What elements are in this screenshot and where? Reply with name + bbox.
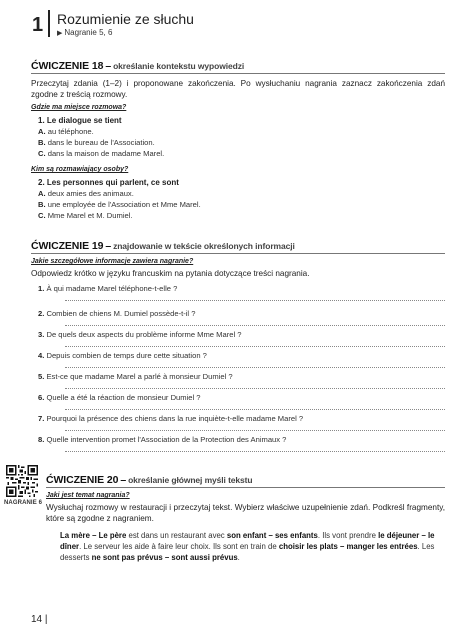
exercise-18-q1-option-a[interactable]: A. au téléphone. bbox=[38, 127, 94, 136]
play-icon: ▶ bbox=[57, 30, 63, 37]
exercise-20-description: określanie głównej myśli tekstu bbox=[128, 475, 253, 485]
exercise-18-rule bbox=[31, 73, 445, 74]
exercise-18-q2-option-b[interactable]: B. une employée de l'Association et Mme Marel. bbox=[38, 200, 201, 209]
exercise-18-q2-stem: 2. Les personnes qui parlent, ce sont bbox=[38, 178, 179, 187]
choice-parent[interactable]: La mère – Le père bbox=[60, 531, 127, 540]
page-number: 14 bbox=[31, 614, 43, 625]
exercise-18-dash: – bbox=[105, 60, 112, 72]
choice-meal[interactable]: le déjeuner – le dîner bbox=[60, 531, 435, 552]
exercise-20-paragraph: La mère – Le père est dans un restaurant avec son enfant – ses enfants. Ils vont prendre le déjeuner – le dîner. Le serveur les aide à faire leur choix. Ils sont en train de choisir les plats – manger les entrées. Les desserts ne sont pas prévus – sont aussi prévus. bbox=[60, 531, 435, 563]
exercise-19-label: Jakie szczegółowe informacje zawiera nagranie? bbox=[31, 258, 194, 265]
exercise-18-q2-label: Kim są rozmawiający osoby? bbox=[31, 166, 129, 173]
exercise-19-dash: – bbox=[105, 240, 112, 252]
exercise-19-instruction: Odpowiedz krótko w języku francuskim na pytania dotyczące treści nagrania. bbox=[31, 269, 310, 278]
answer-line-8[interactable] bbox=[65, 451, 445, 452]
recording-reference-text: Nagranie 5, 6 bbox=[64, 28, 113, 37]
exercise-18-q1-option-c[interactable]: C. dans la maison de madame Marel. bbox=[38, 149, 165, 158]
answer-line-1[interactable] bbox=[65, 300, 445, 301]
answer-line-4[interactable] bbox=[65, 367, 445, 368]
exercise-19-rule bbox=[31, 253, 445, 254]
exercise-19-heading: ĆWICZENIE 19 bbox=[31, 240, 104, 252]
unit-number: 1 bbox=[32, 14, 44, 36]
exercise-19-description: znajdowanie w tekście określonych informacji bbox=[113, 241, 295, 251]
exercise-18-q1-label: Gdzie ma miejsce rozmowa? bbox=[31, 104, 127, 111]
exercise-18-q1-option-b[interactable]: B. dans le bureau de l'Association. bbox=[38, 138, 155, 147]
page-footer bbox=[31, 614, 48, 625]
header-divider bbox=[48, 10, 50, 37]
exercise-18-title bbox=[31, 60, 244, 72]
choice-desserts[interactable]: ne sont pas prévus – sont aussi prévus bbox=[91, 553, 238, 563]
choice-action[interactable]: choisir les plats – manger les entrées bbox=[278, 542, 418, 552]
exercise-18-q1-stem: 1. Le dialogue se tient bbox=[38, 116, 122, 125]
exercise-18-heading: ĆWICZENIE 18 bbox=[31, 60, 104, 72]
exercise-19-question-5: 5. Est-ce que madame Marel a parlé à monsieur Dumiel ? bbox=[38, 372, 233, 381]
exercise-19-question-6: 6. Quelle a été la réaction de monsieur Dumiel ? bbox=[38, 393, 201, 402]
exercise-19-question-7: 7. Pourquoi la présence des chiens dans la rue inquiète-t-elle madame Marel ? bbox=[38, 414, 304, 423]
qr-code-icon[interactable] bbox=[6, 465, 38, 497]
answer-line-5[interactable] bbox=[65, 388, 445, 389]
exercise-19-title bbox=[31, 240, 295, 252]
footer-separator: | bbox=[44, 614, 48, 625]
exercise-20-dash: – bbox=[120, 474, 127, 486]
exercise-18-instruction: Przeczytaj zdania (1–2) i proponowane zakończenia. Po wysłuchaniu nagrania zaznacz zakończenia zdań zgodne z treścią rozmowy. bbox=[31, 79, 445, 100]
exercise-19-question-8: 8. Quelle intervention promet l'Association de la Protection des Animaux ? bbox=[38, 435, 287, 444]
recording-label: NAGRANIE 6 bbox=[4, 500, 43, 506]
choice-children[interactable]: son enfant – ses enfants bbox=[226, 531, 318, 540]
recording-reference bbox=[57, 28, 112, 37]
exercise-20-heading: ĆWICZENIE 20 bbox=[46, 474, 119, 486]
exercise-18-description: określanie kontekstu wypowiedzi bbox=[113, 61, 245, 71]
exercise-20-label: Jaki jest temat nagrania? bbox=[46, 492, 130, 499]
answer-line-7[interactable] bbox=[65, 430, 445, 431]
exercise-20-instruction: Wysłuchaj rozmowy w restauracji i przeczytaj tekst. Wybierz właściwe uzupełnienie zdań. Podkreśl fragmenty, które są zgodne z nagraniem. bbox=[46, 503, 445, 524]
exercise-20-title bbox=[46, 474, 253, 486]
exercise-18-q2-option-a[interactable]: A. deux amies des animaux. bbox=[38, 189, 134, 198]
section-title: Rozumienie ze słuchu bbox=[57, 11, 194, 27]
answer-line-6[interactable] bbox=[65, 409, 445, 410]
answer-line-2[interactable] bbox=[65, 325, 445, 326]
exercise-19-question-4: 4. Depuis combien de temps dure cette situation ? bbox=[38, 351, 207, 360]
exercise-19-question-2: 2. Combien de chiens M. Dumiel possède-t-il ? bbox=[38, 309, 196, 318]
answer-line-3[interactable] bbox=[65, 346, 445, 347]
exercise-19-question-1: 1. À qui madame Marel téléphone-t-elle ? bbox=[38, 284, 178, 293]
exercise-19-question-3: 3. De quels deux aspects du problème informe Mme Marel ? bbox=[38, 330, 242, 339]
exercise-18-q2-option-c[interactable]: C. Mme Marel et M. Dumiel. bbox=[38, 211, 133, 220]
exercise-20-rule bbox=[46, 487, 445, 488]
